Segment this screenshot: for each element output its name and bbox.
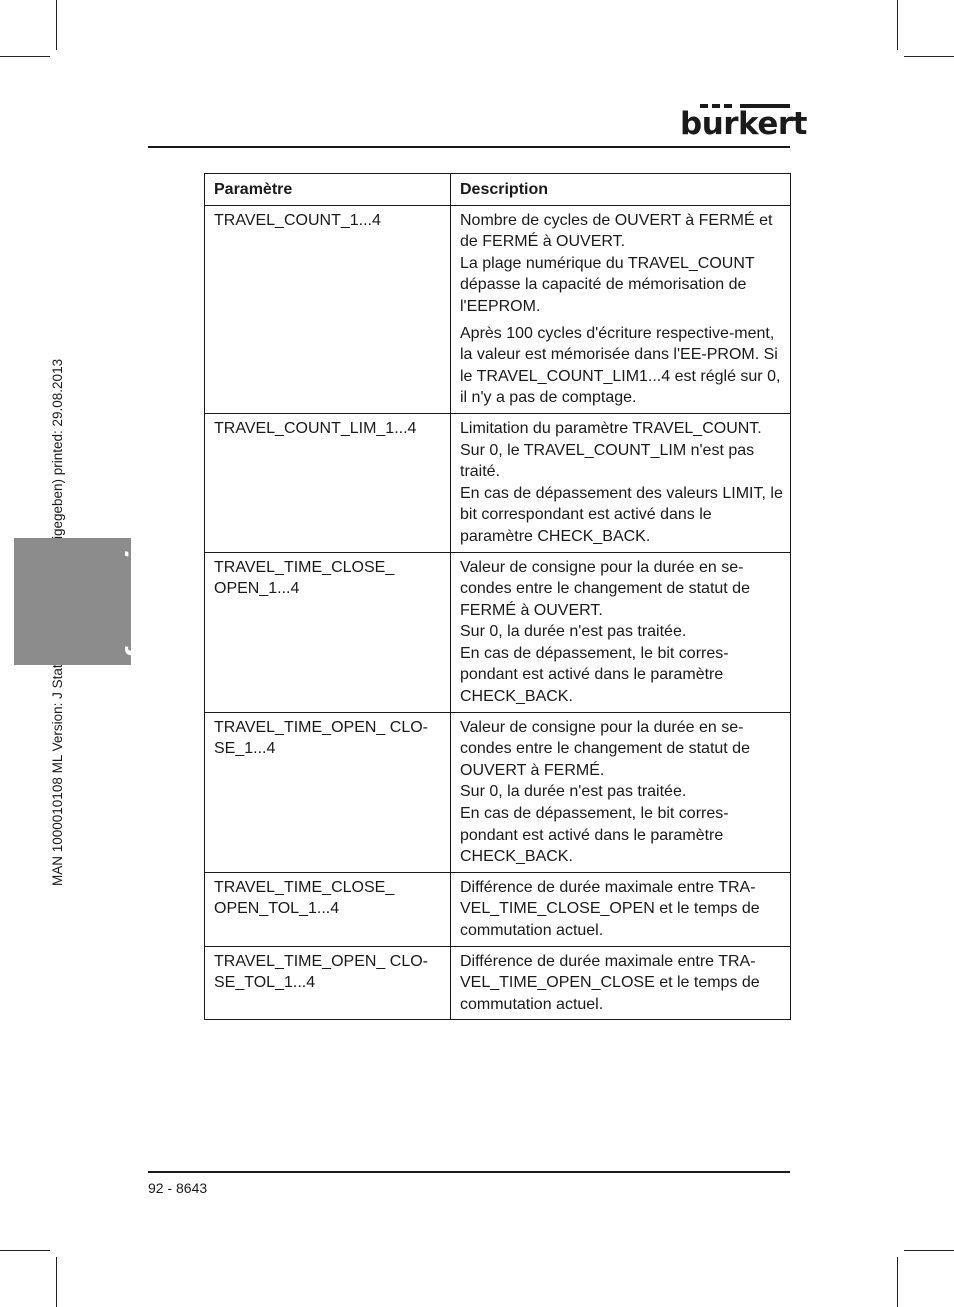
- crop-mark: [897, 1257, 898, 1307]
- crop-mark: [0, 56, 50, 57]
- table-row: [205, 872, 791, 946]
- parameter-name: TRAVEL_TIME_CLOSE_ OPEN_TOL_1...4: [205, 872, 451, 946]
- parameter-name: TRAVEL_COUNT_1...4: [205, 205, 451, 413]
- description-paragraph: Différence de durée maximale entre TRA-VEL_TIME_OPEN_CLOSE et le temps de commutation actuel.: [460, 952, 760, 1013]
- description-paragraph: En cas de dépassement, le bit corres-pondant est activé dans le paramètre CHECK_BACK.: [460, 644, 729, 706]
- header-rule: [148, 146, 790, 148]
- table-row: [205, 552, 791, 712]
- description-paragraph: Sur 0, le TRAVEL_COUNT_LIM n'est pas traité.: [460, 441, 755, 481]
- page-number: 92 - 8643: [148, 1180, 208, 1196]
- table-row: [205, 712, 791, 872]
- parameter-description: [451, 552, 791, 712]
- description-paragraph: La plage numérique du TRAVEL_COUNT dépasse la capacité de mémorisation de l'EEPROM.: [460, 254, 755, 315]
- description-paragraph: Sur 0, la durée n'est pas traitée.: [460, 783, 687, 801]
- crop-mark: [56, 1257, 57, 1307]
- description-paragraph: Différence de durée maximale entre TRA-VEL_TIME_CLOSE_OPEN et le temps de commutation actuel.: [460, 878, 760, 939]
- description-paragraph: Limitation du paramètre TRAVEL_COUNT.: [460, 419, 762, 437]
- table-row: [205, 413, 791, 552]
- crop-mark: [0, 1250, 50, 1251]
- description-paragraph: En cas de dépassement des valeurs LIMIT, le bit correspondant est activé dans le paramètre CHECK_BACK.: [460, 484, 783, 545]
- parameter-name: TRAVEL_TIME_CLOSE_ OPEN_1...4: [205, 552, 451, 712]
- parameter-name: TRAVEL_TIME_OPEN_ CLO-SE_TOL_1...4: [205, 946, 451, 1020]
- description-paragraph: En cas de dépassement, le bit corres-pondant est activé dans le paramètre CHECK_BACK.: [460, 805, 729, 866]
- description-paragraph: Sur 0, la durée n'est pas traitée.: [460, 623, 687, 641]
- parameter-description: [451, 712, 791, 872]
- parameter-description: [451, 872, 791, 946]
- footer-rule: [148, 1171, 790, 1173]
- crop-mark: [56, 0, 57, 50]
- parameter-description: [451, 205, 791, 413]
- parameter-description: [451, 946, 791, 1020]
- parameter-name: TRAVEL_TIME_OPEN_ CLO-SE_1...4: [205, 712, 451, 872]
- table-row: [205, 946, 791, 1020]
- table-row: [205, 205, 791, 413]
- language-label: français: [119, 533, 156, 660]
- crop-mark: [897, 0, 898, 50]
- burkert-logo: [680, 104, 807, 142]
- crop-mark: [904, 56, 954, 57]
- column-header-description: Description: [451, 174, 791, 206]
- parameter-table: [204, 173, 791, 1020]
- crop-mark: [904, 1250, 954, 1251]
- logo-text: burkert: [680, 106, 807, 142]
- column-header-parameter: Paramètre: [205, 174, 451, 206]
- description-paragraph: Valeur de consigne pour la durée en se-condes entre le changement de statut de OUVERT à FERMÉ.: [460, 718, 750, 779]
- parameter-description: [451, 413, 791, 552]
- description-paragraph: Nombre de cycles de OUVERT à FERMÉ et de FERMÉ à OUVERT.: [460, 211, 773, 251]
- description-paragraph: Après 100 cycles d'écriture respective-ment, la valeur est mémorisée dans l'EE-PROM. Si le TRAVEL_COUNT_LIM1...4 est réglé sur 0, il n'y a pas de comptage.: [460, 324, 781, 407]
- description-paragraph: Valeur de consigne pour la durée en se-condes entre le changement de statut de FERMÉ à OUVERT.: [460, 558, 750, 619]
- language-tab: [14, 538, 131, 665]
- parameter-name: TRAVEL_COUNT_LIM_1...4: [205, 413, 451, 552]
- table-header-row: [205, 174, 791, 206]
